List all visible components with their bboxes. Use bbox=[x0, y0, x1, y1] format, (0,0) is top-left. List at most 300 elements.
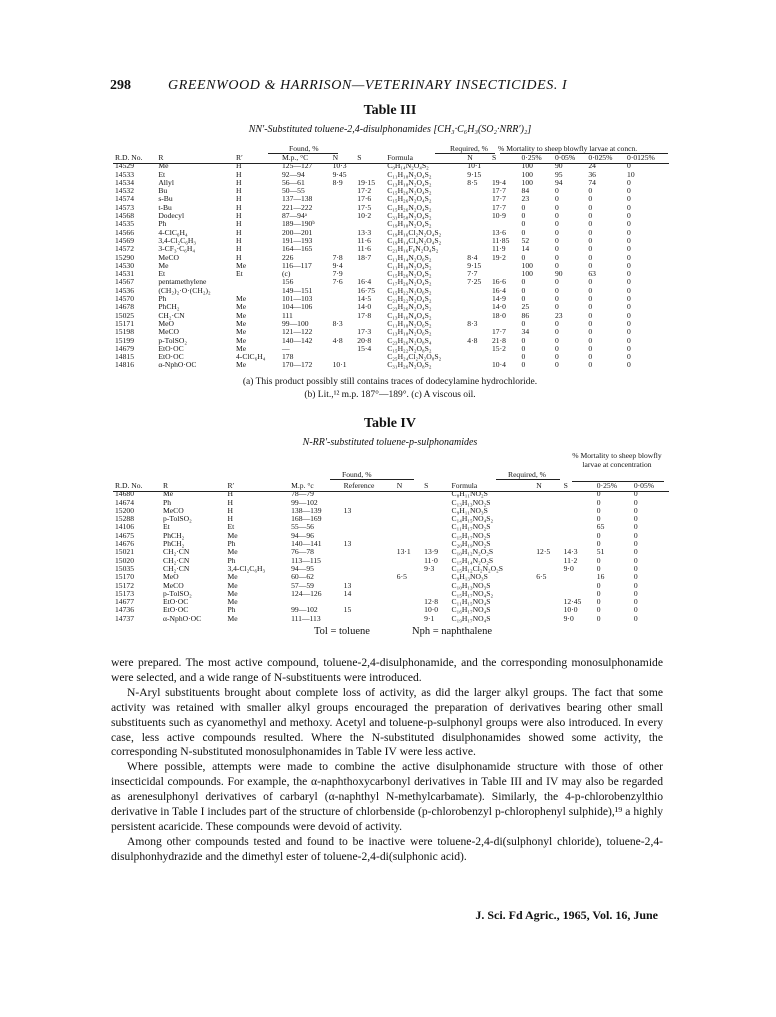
table-cell bbox=[465, 287, 490, 295]
table-cell: 14566 bbox=[115, 227, 134, 237]
table-cell: 0 bbox=[554, 277, 559, 287]
table3-mortality-header: % Mortality to sheep blowfly larvae at concn. bbox=[498, 144, 638, 153]
table-cell: 16·75 bbox=[357, 285, 375, 295]
table-cell: 0 bbox=[588, 318, 593, 328]
table4-legend-nph: Nph = naphthalene bbox=[412, 626, 492, 637]
column-header: 0·05% bbox=[633, 481, 655, 490]
table-cell: 0 bbox=[627, 318, 631, 328]
running-title: GREENWOOD & HARRISON—VETERINARY INSECTICIDES. I bbox=[168, 78, 568, 93]
table-cell: C₁₃H₁₈N₂O₆S₂ bbox=[387, 327, 432, 337]
table-cell: 74 bbox=[588, 177, 596, 187]
table-cell: 7·7 bbox=[467, 269, 478, 279]
table-cell bbox=[562, 523, 595, 531]
table-cell: 125—127 bbox=[281, 161, 313, 171]
table-cell bbox=[562, 573, 595, 581]
table-cell: (CH₂)₂·O·(CH₂)₂ bbox=[158, 285, 211, 295]
table-cell: Allyl bbox=[158, 177, 174, 187]
table-cell bbox=[395, 499, 422, 507]
table-cell bbox=[395, 557, 422, 565]
table4-mortality-header: % Mortality to sheep blowfly larvae at concentration bbox=[572, 451, 662, 469]
table-cell: 25 bbox=[521, 302, 530, 312]
table-cell: 0 bbox=[633, 522, 638, 532]
table-cell: 0 bbox=[521, 343, 526, 353]
table-cell: 0 bbox=[521, 294, 526, 304]
column-header: 0·25% bbox=[596, 481, 618, 490]
table-cell: H bbox=[236, 186, 242, 196]
table-cell: 0 bbox=[554, 227, 559, 237]
table-cell: C₁₁H₁₈N₂O₆S₂ bbox=[387, 318, 432, 328]
table-cell: 0 bbox=[596, 605, 601, 615]
table-cell: 15 bbox=[343, 605, 352, 615]
table-cell: 0 bbox=[596, 539, 601, 549]
table-cell: 17·7 bbox=[491, 186, 506, 196]
table-cell: MeCO bbox=[158, 252, 179, 262]
table-cell: 0 bbox=[627, 219, 631, 229]
table-cell: 90 bbox=[554, 269, 563, 279]
column-header: R.D. No. bbox=[115, 481, 143, 490]
table-cell: 15288 bbox=[115, 514, 134, 524]
table-cell bbox=[465, 195, 490, 203]
table-cell: C₁₃H₁₈N₂O₄S₂ bbox=[387, 177, 432, 187]
table-cell: 86 bbox=[521, 310, 530, 320]
table-cell: 14676 bbox=[115, 539, 134, 549]
table-cell: 140—142 bbox=[281, 335, 313, 345]
table-cell: 170—172 bbox=[281, 360, 313, 370]
table-cell: Me bbox=[227, 588, 238, 598]
table-cell: 0 bbox=[521, 318, 526, 328]
paragraph: N-Aryl substituents brought about complete loss of activity, as did the larger alkyl groups. The fact that some activity was retained with smaller alkyl groups encouraged the preparation of derivatives bearing other small substituents such as cyanomethyl and methoxy. Acetyl and toluene-p-sulphonyl groups were also introduced. In every case, less active compounds resulted. Where the N-substituted disulphonamides showed some activity, the corresponding N-substituted monosulphonamides in Table IV were less active. bbox=[111, 685, 663, 759]
column-header: N bbox=[396, 481, 403, 490]
table-row bbox=[113, 565, 669, 573]
table-cell: 0 bbox=[588, 186, 593, 196]
table-cell: 78—79 bbox=[291, 489, 314, 499]
table-cell: 116—117 bbox=[281, 260, 312, 270]
table-cell: 94—95 bbox=[291, 563, 314, 573]
table-cell: 14574 bbox=[115, 194, 134, 204]
table-cell: 14106 bbox=[115, 522, 134, 532]
table-cell: 14 bbox=[343, 588, 352, 598]
table-cell: 0 bbox=[596, 497, 601, 507]
table-cell bbox=[465, 345, 490, 353]
table-cell bbox=[422, 499, 449, 507]
table-cell: 8·4 bbox=[467, 252, 478, 262]
table-cell: — bbox=[281, 343, 290, 353]
table-cell: 14816 bbox=[115, 360, 134, 370]
table-cell: 140—141 bbox=[291, 539, 322, 549]
table-cell: H bbox=[236, 211, 242, 221]
table-cell: 11·9 bbox=[491, 244, 506, 254]
table-cell: 3,4-Cl₂C₆H₃ bbox=[227, 563, 266, 573]
table-cell: 0 bbox=[588, 360, 593, 370]
table-row bbox=[113, 540, 669, 548]
column-header: Formula bbox=[387, 153, 413, 162]
table-cell: H bbox=[227, 514, 233, 524]
table-cell: 76—78 bbox=[291, 547, 314, 557]
table-cell: 10·2 bbox=[357, 211, 372, 221]
table-cell: 0 bbox=[554, 219, 559, 229]
table-cell: 63 bbox=[588, 269, 596, 279]
column-header: S bbox=[491, 153, 497, 162]
table-cell: C₂₃H₂₆N₂O₄S₂ bbox=[387, 302, 432, 312]
table-cell: 0 bbox=[588, 227, 593, 237]
table-cell: 9·0 bbox=[563, 613, 574, 623]
table-cell: 8·5 bbox=[467, 177, 478, 187]
table-cell: 13 bbox=[343, 505, 352, 515]
table-cell: C₁₁H₁₈N₂O₄S₂ bbox=[387, 260, 432, 270]
table-row bbox=[113, 548, 669, 556]
table-cell: 0 bbox=[554, 202, 559, 212]
table-cell: Me bbox=[236, 360, 247, 370]
table-cell: EtO·OC bbox=[163, 597, 189, 607]
table-cell: 11·6 bbox=[357, 244, 371, 254]
table-cell: 51 bbox=[596, 547, 605, 557]
table-cell bbox=[422, 573, 449, 581]
table-cell: C₁₄H₁₅NO₄S₂ bbox=[451, 514, 494, 524]
table-cell: 10·9 bbox=[491, 211, 506, 221]
table-cell bbox=[395, 582, 422, 590]
table-cell: 0 bbox=[627, 211, 631, 221]
table-cell: 9·15 bbox=[467, 260, 482, 270]
table-cell bbox=[534, 598, 561, 606]
table-cell bbox=[355, 262, 385, 270]
table-cell: 15172 bbox=[115, 580, 134, 590]
table-cell: t-Bu bbox=[158, 202, 172, 212]
table-cell: 0 bbox=[596, 505, 601, 515]
table-cell: 0 bbox=[627, 294, 631, 304]
table-cell: Dodecyl bbox=[158, 211, 185, 221]
table-cell: 4·8 bbox=[467, 335, 478, 345]
table-cell bbox=[355, 353, 385, 361]
table-cell: 17·5 bbox=[357, 202, 372, 212]
table-cell: 13 bbox=[343, 539, 352, 549]
table-cell bbox=[331, 220, 356, 228]
table-cell: 16 bbox=[596, 572, 605, 582]
table-cell bbox=[331, 229, 356, 237]
table-cell: 15·4 bbox=[357, 343, 372, 353]
table-cell: 0 bbox=[627, 161, 631, 171]
table-cell: 0 bbox=[596, 514, 601, 524]
table-cell: 0 bbox=[554, 285, 559, 295]
table-cell: Me bbox=[236, 343, 247, 353]
table-cell bbox=[422, 507, 449, 515]
table-cell: 0 bbox=[588, 285, 593, 295]
table-cell: 14535 bbox=[115, 219, 134, 229]
table-cell: 14675 bbox=[115, 530, 134, 540]
table-cell: 16·4 bbox=[491, 285, 506, 295]
table-cell: 10·1 bbox=[467, 161, 482, 171]
table-cell: H bbox=[236, 202, 242, 212]
table-cell: 65 bbox=[596, 522, 605, 532]
table-cell: 100 bbox=[521, 260, 533, 270]
table-cell: 7·9 bbox=[332, 269, 343, 279]
table-cell bbox=[331, 237, 356, 245]
table-cell: 0 bbox=[588, 252, 593, 262]
table-cell: 15290 bbox=[115, 252, 134, 262]
table-cell: 149—151 bbox=[281, 285, 313, 295]
table-cell: α-NphO·OC bbox=[158, 360, 197, 370]
table-cell: 14570 bbox=[115, 294, 134, 304]
table-cell bbox=[342, 523, 395, 531]
table-cell: 4·8 bbox=[332, 335, 343, 345]
column-header: 0·0125% bbox=[627, 153, 655, 162]
table-cell: 99—102 bbox=[291, 605, 318, 615]
table-cell: Me bbox=[227, 547, 238, 557]
table-cell: EtO·OC bbox=[158, 352, 184, 362]
table-cell bbox=[534, 590, 561, 598]
table-cell: 0 bbox=[633, 547, 638, 557]
table-cell: 14573 bbox=[115, 202, 134, 212]
table-cell: H bbox=[236, 227, 242, 237]
table-cell: 137—138 bbox=[281, 194, 313, 204]
table-cell: 9·0 bbox=[563, 563, 574, 573]
table-cell: H bbox=[236, 244, 242, 254]
table-cell: 14·3 bbox=[563, 547, 578, 557]
table-cell: p-TolSO₂ bbox=[163, 588, 192, 598]
table-cell bbox=[534, 507, 561, 515]
table-cell bbox=[342, 615, 395, 623]
table-cell: 14532 bbox=[115, 186, 134, 196]
table-cell: 17·7 bbox=[491, 327, 506, 337]
table-cell: C₁₅H₂₆N₂O₄S₂ bbox=[387, 269, 432, 279]
table-cell bbox=[395, 590, 422, 598]
table-cell: 9·3 bbox=[424, 563, 435, 573]
table-cell: 0 bbox=[596, 613, 601, 623]
table-cell: 0 bbox=[588, 211, 593, 221]
table-cell: 14572 bbox=[115, 244, 134, 254]
table-cell: 9·45 bbox=[332, 169, 347, 179]
table-cell: 7·6 bbox=[332, 277, 343, 287]
table-cell: 18·0 bbox=[491, 310, 506, 320]
table3-title: Table III bbox=[363, 103, 417, 118]
table-cell: 0 bbox=[596, 580, 601, 590]
table-cell: 9·4 bbox=[332, 260, 343, 270]
table-row bbox=[113, 615, 669, 623]
table-cell: PhCH₂ bbox=[158, 302, 180, 312]
table-cell: 0 bbox=[627, 343, 631, 353]
table-cell: 15199 bbox=[115, 335, 134, 345]
table-cell: Me bbox=[236, 310, 247, 320]
table-cell: 13 bbox=[343, 580, 352, 590]
table-cell: 14736 bbox=[115, 605, 134, 615]
table-cell bbox=[342, 548, 395, 556]
table-cell: 164—165 bbox=[281, 244, 313, 254]
table-cell: 15025 bbox=[115, 310, 134, 320]
table-cell: Me bbox=[236, 294, 247, 304]
table-row bbox=[113, 590, 669, 598]
table-cell: 17·6 bbox=[357, 194, 372, 204]
table-cell: 0 bbox=[554, 327, 559, 337]
table-cell: 15200 bbox=[115, 505, 134, 515]
table-cell: H bbox=[236, 219, 242, 229]
table-cell: 100 bbox=[521, 177, 533, 187]
paragraph: Among other compounds tested and found to be inactive were toluene-2,4-di(sulphonyl chloride), toluene-2,4-disulphonhydrazide and the dimethyl ester of toluene-2,4-di(sulphonic acid). bbox=[111, 834, 663, 863]
table-cell: 52 bbox=[521, 235, 530, 245]
table-cell: 0 bbox=[627, 244, 631, 254]
journal-footer: J. Sci. Fd Agric., 1965, Vol. 16, June bbox=[475, 908, 658, 922]
table-cell: 0 bbox=[554, 252, 559, 262]
table-cell: Ph bbox=[158, 294, 167, 304]
table-cell bbox=[465, 237, 490, 245]
table-cell: 50—55 bbox=[281, 186, 305, 196]
table-cell: 17·7 bbox=[491, 202, 506, 212]
table-cell bbox=[562, 507, 595, 515]
table-cell: 0 bbox=[627, 202, 631, 212]
table-cell: C₂₀H₁₉NO₂S bbox=[451, 539, 491, 549]
table-row bbox=[113, 532, 669, 540]
table-cell: 14674 bbox=[115, 497, 134, 507]
table-cell: 0 bbox=[521, 285, 526, 295]
table-cell: Me bbox=[163, 489, 174, 499]
table-cell bbox=[465, 303, 490, 311]
table-cell: C₉H₁₁NO₃S bbox=[451, 505, 488, 515]
table-cell: 0 bbox=[627, 252, 631, 262]
table-cell: C₂₃H₂₆N₂O₈S₄ bbox=[387, 335, 432, 345]
table-cell: 12·45 bbox=[563, 597, 582, 607]
table-row bbox=[113, 499, 669, 507]
table-cell: 0 bbox=[588, 343, 593, 353]
table-cell: 0 bbox=[588, 294, 593, 304]
table-cell: C₁₀H₁₂N₂O₂S bbox=[451, 547, 494, 557]
page-header bbox=[110, 78, 670, 98]
table-cell: 0 bbox=[627, 186, 631, 196]
table-cell: 0 bbox=[521, 202, 526, 212]
table-cell: C₁₁H₁₅NO₄S bbox=[451, 597, 491, 607]
table-cell: 0 bbox=[521, 335, 526, 345]
table-cell: 221—222 bbox=[281, 202, 313, 212]
table-cell bbox=[465, 229, 490, 237]
table-cell bbox=[331, 287, 356, 295]
table-cell: p-TolSO₂ bbox=[163, 514, 192, 524]
table-cell bbox=[342, 557, 395, 565]
table-cell: 23 bbox=[554, 310, 563, 320]
table-cell: 0 bbox=[627, 277, 631, 287]
table4-found-header: Found, % bbox=[342, 470, 372, 479]
table-cell: 19·4 bbox=[491, 177, 506, 187]
table-cell: 15021 bbox=[115, 547, 134, 557]
table-cell: C₁₅H₁₄N₂O₂S bbox=[451, 555, 494, 565]
table-cell: 0 bbox=[627, 360, 631, 370]
table-cell: H bbox=[236, 235, 242, 245]
table-cell: CH₂·CN bbox=[163, 563, 190, 573]
table-cell bbox=[331, 303, 356, 311]
table3-body bbox=[113, 162, 669, 369]
table-cell: 4-ClC₆H₄ bbox=[236, 352, 266, 362]
table-cell: 15170 bbox=[115, 572, 134, 582]
table-cell: 0 bbox=[554, 302, 559, 312]
table-cell: 0 bbox=[521, 211, 526, 221]
table-cell bbox=[234, 278, 280, 286]
table-cell bbox=[395, 615, 422, 623]
table-cell: 0 bbox=[633, 597, 638, 607]
table-cell: 14534 bbox=[115, 177, 134, 187]
table-cell: 19·15 bbox=[357, 177, 375, 187]
column-header: R bbox=[158, 153, 164, 162]
table-cell: Ph bbox=[227, 605, 236, 615]
table-cell: 99—100 bbox=[281, 318, 309, 328]
paragraph: Where possible, attempts were made to combine the active disulphonamide structure with those of other insecticidal compounds. For example, the α-naphthoxycarbonyl derivatives in Table III and IV may also be regarded as arenesulphonyl derivatives of carbaryl (α-naphthyl N-methylcarbamate). Similarly, the 4-p-chlorobenzylthio derivative in Table I includes part of the structure of chlorbenside (p-chlorobenzyl p-chlorophenyl sulphide),¹⁹ a highly persistent acaricide. These compounds were devoid of activity. bbox=[111, 760, 663, 833]
table-cell: C₃₁H₂₆N₂O₈S₂ bbox=[387, 360, 432, 370]
table-cell: 0 bbox=[627, 335, 631, 345]
table-cell: 10·3 bbox=[332, 161, 347, 171]
table-cell bbox=[395, 606, 422, 614]
column-header: S bbox=[424, 481, 429, 490]
table-cell: 0 bbox=[588, 202, 593, 212]
table-cell: H bbox=[236, 194, 242, 204]
table-cell bbox=[562, 582, 595, 590]
table-cell: EtO·OC bbox=[163, 605, 189, 615]
table-cell: 138—139 bbox=[291, 505, 322, 515]
body-text bbox=[111, 656, 663, 865]
table-cell: 14·0 bbox=[357, 302, 372, 312]
table-cell: PhCH₂ bbox=[163, 539, 185, 549]
table-cell: 56—61 bbox=[281, 177, 305, 187]
column-header: 0·05% bbox=[554, 153, 576, 162]
table4-title: Table IV bbox=[363, 416, 416, 431]
table-cell: 0 bbox=[554, 244, 559, 254]
table-cell: 100 bbox=[521, 269, 533, 279]
table-cell: 4-ClC₆H₄ bbox=[158, 227, 188, 237]
table-cell: 14536 bbox=[115, 285, 134, 295]
table-cell: H bbox=[236, 252, 242, 262]
table-cell: 0 bbox=[633, 539, 638, 549]
table-cell: 156 bbox=[281, 277, 294, 287]
table3-required-header: Required, % bbox=[450, 144, 488, 153]
table-cell: C₁₁H₁₄N₂O₆S₂ bbox=[387, 252, 432, 262]
table-cell: C₁₉H₁₇NO₄S bbox=[451, 613, 491, 623]
table-cell bbox=[534, 499, 561, 507]
table-cell: 20·8 bbox=[357, 335, 372, 345]
table-cell: Et bbox=[158, 269, 166, 279]
table-cell bbox=[422, 515, 449, 523]
table-cell: 0 bbox=[588, 244, 593, 254]
paragraph: were prepared. The most active compound, toluene-2,4-disulphonamide, and the corresponding monosulphonamide were selected, and a wide range of N-substituents were introduced. bbox=[111, 656, 663, 684]
table-cell bbox=[395, 532, 422, 540]
table-cell: 0 bbox=[554, 343, 559, 353]
table-row bbox=[113, 361, 669, 369]
table-cell: 10·0 bbox=[424, 605, 439, 615]
table-cell: 17·3 bbox=[357, 327, 372, 337]
table-cell: 94—96 bbox=[291, 530, 314, 540]
table-cell: 0 bbox=[521, 352, 526, 362]
table-cell: 0 bbox=[596, 563, 601, 573]
table-cell: 0 bbox=[627, 327, 631, 337]
table-cell: 0 bbox=[521, 277, 526, 287]
table-cell: 14531 bbox=[115, 269, 134, 279]
table-cell: 100 bbox=[521, 169, 533, 179]
table-cell: 14 bbox=[521, 244, 530, 254]
table-cell: 0 bbox=[521, 360, 526, 370]
table-cell: C₂₁H₁₆F₆N₂O₄S₂ bbox=[387, 244, 439, 254]
table-cell: 0 bbox=[554, 235, 559, 245]
table-cell: C₂₅H₂₄Cl₂N₂O₈S₂ bbox=[387, 352, 442, 362]
table-cell: 14·5 bbox=[357, 294, 372, 304]
table-cell: C₃₁H₅₈N₂O₄S₂ bbox=[387, 211, 432, 221]
table-cell: Me bbox=[227, 597, 238, 607]
table-cell: Et bbox=[163, 522, 170, 532]
table-cell: 0 bbox=[627, 285, 631, 295]
table-cell: 12·8 bbox=[424, 597, 439, 607]
table-cell: 104—106 bbox=[281, 302, 313, 312]
table-cell bbox=[562, 532, 595, 540]
table-cell: MeCO bbox=[163, 505, 184, 515]
table-cell: 15020 bbox=[115, 555, 134, 565]
table-cell: 124—126 bbox=[291, 588, 322, 598]
table-cell: H bbox=[236, 161, 242, 171]
table-cell: 92—94 bbox=[281, 169, 305, 179]
table-cell: C₁₀H₁₃NO₃S bbox=[451, 580, 491, 590]
table-row bbox=[113, 573, 669, 581]
table-cell: 0 bbox=[588, 352, 593, 362]
